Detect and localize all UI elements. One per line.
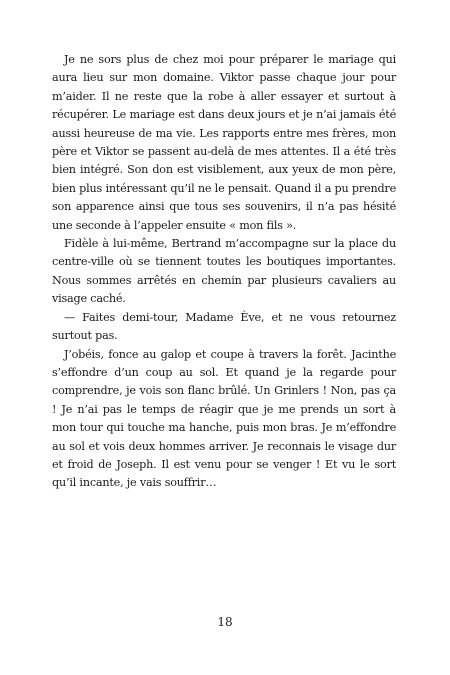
paragraph-1: Je ne sors plus de chez moi pour préparer le mariage qui aura lieu sur mon domaine. Viktor passe chaque jour pour m’aider. Il ne reste que la robe à aller essayer et surtout à récupérer. Le mariage est dans deux jours et je n’ai jamais été aussi heureuse de ma vie. Les rapports entre mes frères, mon père et Viktor se passent au-delà de mes attentes. Il a été très bien intégré. Son don est visiblement, aux yeux de mon père, bien plus intéressant qu’il ne le pensait. Quand il a pu prendre son apparence ainsi que tous ses souvenirs, il n’a pas hésité une seconde à l’appeler ensuite « mon fils ». [52, 53, 396, 232]
paragraph-3: J’obéis, fonce au galop et coupe à travers la forêt. Jacinthe s’effondre d’un coup au sol. Et quand je la regarde pour comprendre, je vois son flanc brûlé. Un Grinlers ! Non, pas ça ! Je n’ai pas le temps de réagir que je me prends un sort à mon tour qui touche ma hanche, puis mon bras. Je m’effondre au sol et vois deux hommes arriver. Je reconnais le visage dur et froid de Joseph. Il est venu pour se venger ! Et vu le sort qu’il incante, je vais souffrir… [52, 347, 396, 490]
page-number: 18 [217, 615, 233, 629]
body-text [52, 51, 396, 493]
dialogue-line: — Faites demi-tour, Madame Ève, et ne vous retournez surtout pas. [52, 310, 396, 343]
paragraph-2: Fidèle à lui-même, Bertrand m’accompagne sur la place du centre-ville où se tiennent toutes les boutiques importantes. Nous sommes arrêtés en chemin par plusieurs cavaliers au visage caché. [52, 237, 396, 306]
